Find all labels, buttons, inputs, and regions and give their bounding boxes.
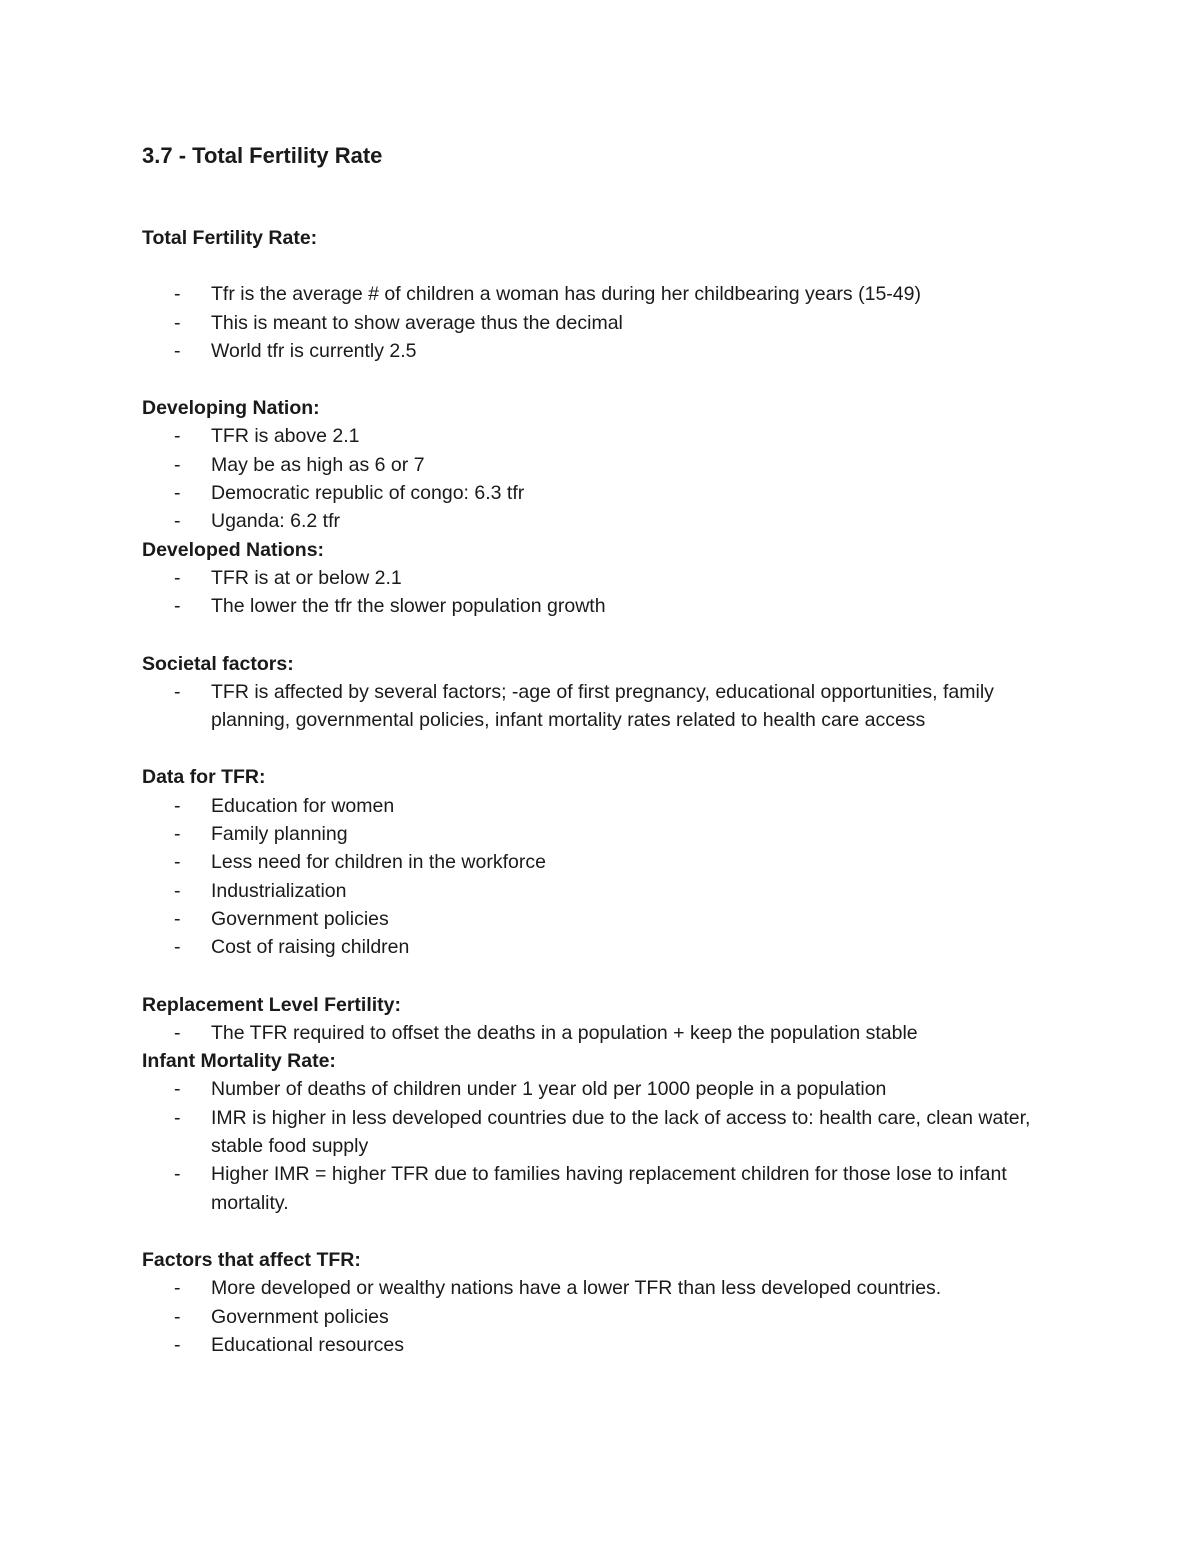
list-item: - Number of deaths of children under 1 year old per 1000 people in a population — [142, 1075, 1072, 1103]
bullet-dash: - — [174, 879, 181, 902]
bullet-dash: - — [174, 339, 181, 362]
list-item: - Government policies — [142, 905, 1072, 933]
section-developed-nations — [142, 536, 1072, 621]
bullet-list — [142, 1019, 1072, 1047]
bullet-dash: - — [174, 936, 181, 959]
list-item: - Cost of raising children — [142, 933, 1072, 961]
bullet-dash: - — [174, 425, 181, 448]
list-item: - Educational resources — [142, 1331, 1072, 1359]
section-heading: Infant Mortality Rate: — [142, 1050, 336, 1073]
bullet-list — [142, 1274, 1072, 1359]
bullet-dash: - — [174, 1021, 181, 1044]
bullet-dash: - — [174, 311, 181, 334]
section-infant-mortality-rate — [142, 1047, 1072, 1217]
section-heading: Data for TFR: — [142, 766, 266, 789]
bullet-dash: - — [174, 1163, 181, 1186]
list-item: - TFR is at or below 2.1 — [142, 564, 1072, 592]
list-item: - Family planning — [142, 820, 1072, 848]
list-item: - Uganda: 6.2 tfr — [142, 507, 1072, 535]
list-item: - World tfr is currently 2.5 — [142, 337, 1072, 365]
list-item: - Government policies — [142, 1303, 1072, 1331]
bullet-dash: - — [174, 595, 181, 618]
section-total-fertility-rate — [142, 224, 1072, 365]
bullet-dash: - — [174, 1333, 181, 1356]
bullet-list — [142, 1075, 1072, 1216]
bullet-list — [142, 422, 1072, 535]
bullet-list — [142, 678, 1072, 735]
list-item: - TFR is above 2.1 — [142, 422, 1072, 450]
section-data-for-tfr — [142, 763, 1072, 961]
bullet-dash: - — [174, 1078, 181, 1101]
list-item: - More developed or wealthy nations have a lower TFR than less developed countries. — [142, 1274, 1072, 1302]
list-item: - IMR is higher in less developed countries due to the lack of access to: health care, clean water, stable food supply — [142, 1104, 1072, 1161]
list-item: - Tfr is the average # of children a woman has during her childbearing years (15-49) — [142, 280, 1072, 308]
section-heading: Developing Nation: — [142, 397, 320, 420]
bullet-list — [142, 792, 1072, 962]
list-item: - Less need for children in the workforce — [142, 848, 1072, 876]
bullet-list — [142, 280, 1072, 365]
list-item: - Democratic republic of congo: 6.3 tfr — [142, 479, 1072, 507]
bullet-dash: - — [174, 851, 181, 874]
list-item: - This is meant to show average thus the decimal — [142, 309, 1072, 337]
list-item: - Higher IMR = higher TFR due to families having replacement children for those lose to infant mortality. — [142, 1160, 1072, 1217]
bullet-list — [142, 564, 1072, 621]
bullet-dash: - — [174, 907, 181, 930]
bullet-dash: - — [174, 453, 181, 476]
section-societal-factors — [142, 650, 1072, 735]
section-heading: Factors that affect TFR: — [142, 1248, 361, 1271]
section-heading: Replacement Level Fertility: — [142, 993, 402, 1016]
bullet-dash: - — [174, 1305, 181, 1328]
section-factors-affect-tfr — [142, 1246, 1072, 1359]
list-item: - May be as high as 6 or 7 — [142, 451, 1072, 479]
list-item: - The TFR required to offset the deaths in a population + keep the population stable — [142, 1019, 1072, 1047]
bullet-dash: - — [174, 283, 181, 306]
bullet-dash: - — [174, 1277, 181, 1300]
list-item: - TFR is affected by several factors; -age of first pregnancy, educational opportunities, family planning, governmental policies, infant mortality rates related to health care access — [142, 678, 1072, 735]
page-title: 3.7 - Total Fertility Rate — [142, 143, 383, 168]
bullet-dash: - — [174, 566, 181, 589]
bullet-dash: - — [174, 510, 181, 533]
bullet-dash: - — [174, 482, 181, 505]
bullet-dash: - — [174, 1106, 181, 1129]
bullet-dash: - — [174, 680, 181, 703]
list-item: - The lower the tfr the slower population growth — [142, 592, 1072, 620]
section-replacement-level-fertility — [142, 991, 1072, 1048]
list-item: - Education for women — [142, 792, 1072, 820]
bullet-dash: - — [174, 794, 181, 817]
section-heading: Total Fertility Rate: — [142, 227, 318, 249]
section-developing-nation — [142, 394, 1072, 535]
section-heading: Societal factors: — [142, 652, 294, 675]
bullet-dash: - — [174, 823, 181, 846]
list-item: - Industrialization — [142, 877, 1072, 905]
section-heading: Developed Nations: — [142, 538, 325, 561]
document-page — [142, 140, 1072, 1359]
